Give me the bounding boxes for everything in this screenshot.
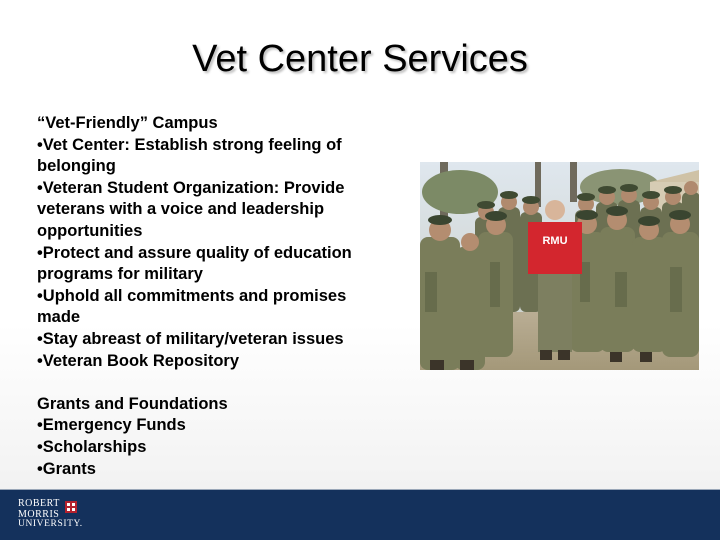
bullet-line: •Scholarships [37,437,147,456]
footer-bar [0,490,720,540]
shirt-text: RMU [542,235,568,247]
spacer [37,372,387,394]
bullet-line: •Veteran Student Organization: Provide [37,178,345,197]
bullet-line: programs for military [37,265,203,284]
logo-shield-icon [64,500,78,514]
bullet-line: •Uphold all commitments and promises [37,286,347,305]
bullet-line: •Stay abreast of military/veteran issues [37,329,344,348]
section-heading: “Vet-Friendly” Campus [37,114,218,132]
bullet-line: veterans with a voice and leadership [37,200,325,219]
bullet-line: belonging [37,157,116,176]
logo-line-3: UNIVERSITY. [18,519,83,529]
slide-body [37,113,387,480]
logo-line-1: ROBERT [18,498,60,509]
bullet-line: opportunities [37,221,143,240]
section-heading: Grants and Foundations [37,394,228,413]
bullet-line: •Emergency Funds [37,416,186,435]
bullet-line: made [37,308,81,327]
rmu-logo [8,496,93,532]
bullet-line: •Veteran Book Repository [37,351,239,370]
logo-line-2: MORRIS [18,509,60,520]
bullet-line: •Protect and assure quality of education [37,243,352,262]
slide-title: Vet Center Services [192,38,528,80]
soldiers-group-photo [420,162,699,370]
bullet-line: •Vet Center: Establish strong feeling of [37,135,342,154]
bullet-line: •Grants [37,459,96,478]
